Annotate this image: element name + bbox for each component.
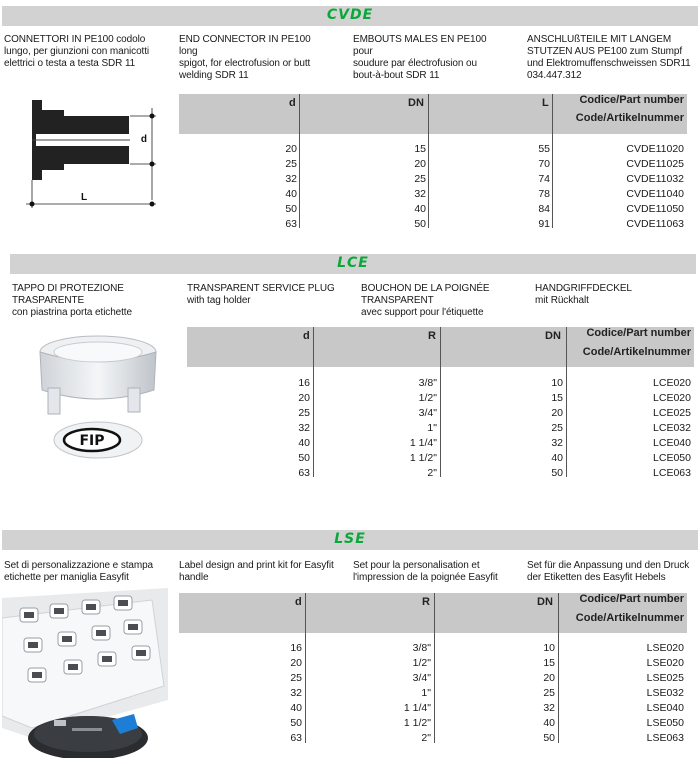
description-fr <box>353 560 525 584</box>
column-dn <box>510 376 563 481</box>
column-r <box>370 376 437 481</box>
desc-line: welding SDR 11 <box>179 70 249 81</box>
desc-line: CONNETTORI IN PE100 codolo <box>4 34 146 45</box>
cell: 1 1/4" <box>403 702 431 714</box>
cell: 20 <box>285 143 297 155</box>
desc-line: TRANSPARENT <box>361 295 434 306</box>
cell: 1" <box>421 687 431 699</box>
section-bar-cvde <box>2 6 698 26</box>
desc-line: HANDGRIFFDECKEL <box>535 283 632 294</box>
cell: LCE025 <box>653 407 691 419</box>
cell: 63 <box>298 467 310 479</box>
header-d: d <box>295 596 302 608</box>
desc-line: etichette per maniglia Easyfit <box>4 572 129 583</box>
cell: 40 <box>298 437 310 449</box>
cell: 78 <box>538 188 550 200</box>
cell: 63 <box>290 732 302 744</box>
column-d <box>240 142 297 232</box>
header-l: L <box>542 97 549 109</box>
cell: 50 <box>285 203 297 215</box>
cell: 32 <box>414 188 426 200</box>
cell: 20 <box>290 657 302 669</box>
cell: 25 <box>298 407 310 419</box>
cell: 25 <box>285 158 297 170</box>
desc-line: elettrici o testa a testa SDR 11 <box>4 58 136 69</box>
cell: 15 <box>414 143 426 155</box>
cell: 20 <box>298 392 310 404</box>
description-fr <box>361 283 511 319</box>
cell: 3/4" <box>412 672 431 684</box>
label-kit-image <box>2 588 168 758</box>
desc-line: 034.447.312 <box>527 70 582 81</box>
column-l <box>500 142 550 232</box>
cell: 91 <box>538 218 550 230</box>
column-d <box>250 376 310 481</box>
cell: 16 <box>290 642 302 654</box>
cell: 25 <box>543 687 555 699</box>
cell: 1/2" <box>418 392 437 404</box>
desc-line: Set pour la personalisation et <box>353 560 480 571</box>
cell: 50 <box>298 452 310 464</box>
description-it <box>4 560 176 584</box>
header-r: R <box>422 596 430 608</box>
desc-line: handle <box>179 572 209 583</box>
column-d <box>242 641 302 746</box>
column-code <box>600 376 691 481</box>
cell: LCE063 <box>653 467 691 479</box>
desc-line: soudure par électrofusion ou <box>353 58 477 69</box>
cell: LCE050 <box>653 452 691 464</box>
cell: 25 <box>551 422 563 434</box>
cell: 40 <box>285 188 297 200</box>
cell: LSE040 <box>646 702 684 714</box>
column-divider <box>566 327 567 477</box>
cell: CVDE11025 <box>626 158 684 170</box>
description-en <box>187 283 337 307</box>
description-de <box>527 34 699 82</box>
cell: 3/8" <box>412 642 431 654</box>
cell: 84 <box>538 203 550 215</box>
desc-line: Set für die Anpassung und den Druck <box>527 560 690 571</box>
header-article-number: Code/Artikelnummer <box>575 612 684 624</box>
cell: 1 1/4" <box>409 437 437 449</box>
section-code: LCE <box>337 255 369 271</box>
desc-line: der Etiketten des Easyfit Hebels <box>527 572 666 583</box>
cell: CVDE11020 <box>626 143 684 155</box>
desc-line: STUTZEN AUS PE100 zum Stumpf <box>527 46 683 57</box>
dimension-label-l: L <box>80 192 88 203</box>
desc-line: END CONNECTOR IN PE100 long <box>179 34 311 57</box>
cell: 20 <box>551 407 563 419</box>
cell: 16 <box>298 377 310 389</box>
cell: 40 <box>290 702 302 714</box>
cell: 2" <box>421 732 431 744</box>
section-bar-lce <box>10 254 696 274</box>
header-part-number: Codice/Part number <box>579 94 684 106</box>
header-part-number: Codice/Part number <box>586 327 691 339</box>
cell: LCE032 <box>653 422 691 434</box>
column-divider <box>305 593 306 743</box>
header-d: d <box>289 97 296 109</box>
desc-line: bout-à-bout SDR 11 <box>353 70 440 81</box>
dimension-label-d: d <box>140 134 147 145</box>
cell: LCE020 <box>653 392 691 404</box>
desc-line: TAPPO DI PROTEZIONE <box>12 283 124 294</box>
cell: 32 <box>298 422 310 434</box>
cell: 55 <box>538 143 550 155</box>
desc-line: mit Rückhalt <box>535 295 589 306</box>
column-divider <box>558 593 559 743</box>
section-code: LSE <box>334 531 366 547</box>
desc-line: TRASPARENTE <box>12 295 85 306</box>
cell: 40 <box>414 203 426 215</box>
desc-line: Label design and print kit for Easyfit <box>179 560 334 571</box>
cell: 63 <box>285 218 297 230</box>
cell: 25 <box>414 173 426 185</box>
cell: CVDE11063 <box>626 218 684 230</box>
description-fr <box>353 34 503 82</box>
column-r <box>364 641 431 746</box>
cell: 40 <box>551 452 563 464</box>
header-dn: DN <box>545 330 561 342</box>
desc-line: TRANSPARENT SERVICE PLUG <box>187 283 335 294</box>
cell: 1 1/2" <box>409 452 437 464</box>
cell: CVDE11050 <box>626 203 684 215</box>
cell: 3/4" <box>418 407 437 419</box>
header-dn: DN <box>537 596 553 608</box>
plug-logo-text: FIP <box>79 433 105 449</box>
cell: CVDE11040 <box>626 188 684 200</box>
desc-line: lungo, per giunzioni con manicotti <box>4 46 150 57</box>
header-dn: DN <box>408 97 424 109</box>
cell: 20 <box>414 158 426 170</box>
description-en <box>179 560 351 584</box>
cell: 15 <box>551 392 563 404</box>
desc-line: Set di personalizzazione e stampa <box>4 560 154 571</box>
column-code <box>592 641 684 746</box>
cell: 32 <box>290 687 302 699</box>
cell: 70 <box>538 158 550 170</box>
description-it <box>4 34 174 70</box>
column-dn <box>502 641 555 746</box>
desc-line: with tag holder <box>187 295 251 306</box>
cell: 25 <box>290 672 302 684</box>
desc-line: EMBOUTS MALES EN PE100 pour <box>353 34 487 57</box>
cell: 15 <box>543 657 555 669</box>
column-divider <box>313 327 314 477</box>
cell: 1" <box>427 422 437 434</box>
desc-line: und Elektromuffenschweissen SDR11 <box>527 58 691 69</box>
cell: 50 <box>543 732 555 744</box>
cell: 74 <box>538 173 550 185</box>
column-dn <box>370 142 426 232</box>
cell: LSE050 <box>646 717 684 729</box>
description-en <box>179 34 329 82</box>
cell: 32 <box>285 173 297 185</box>
section-bar-lse <box>2 530 698 550</box>
cell: LCE040 <box>653 437 691 449</box>
cell: 40 <box>543 717 555 729</box>
section-code: CVDE <box>326 7 374 23</box>
column-divider <box>434 593 435 743</box>
cell: 1/2" <box>412 657 431 669</box>
desc-line: spigot, for electrofusion or butt <box>179 58 311 69</box>
service-plug-image <box>28 332 168 462</box>
header-article-number: Code/Artikelnummer <box>575 112 684 124</box>
desc-line: con piastrina porta etichette <box>12 307 132 318</box>
cell: 10 <box>543 642 555 654</box>
cell: LSE063 <box>646 732 684 744</box>
column-divider <box>440 327 441 477</box>
cell: LCE020 <box>653 377 691 389</box>
description-de <box>535 283 685 307</box>
column-divider <box>299 94 300 228</box>
description-de <box>527 560 699 584</box>
cell: LSE032 <box>646 687 684 699</box>
cell: 50 <box>290 717 302 729</box>
header-d: d <box>303 330 310 342</box>
cell: 50 <box>414 218 426 230</box>
desc-line: l'impression de la poignée Easyfit <box>353 572 498 583</box>
desc-line: BOUCHON DE LA POIGNÉE <box>361 283 490 294</box>
header-part-number: Codice/Part number <box>579 593 684 605</box>
description-it <box>12 283 182 319</box>
desc-line: ANSCHLUßTEILE MIT LANGEM <box>527 34 672 45</box>
cell: LSE025 <box>646 672 684 684</box>
cell: 10 <box>551 377 563 389</box>
cell: 2" <box>427 467 437 479</box>
cell: 3/8" <box>418 377 437 389</box>
cell: 20 <box>543 672 555 684</box>
column-code <box>580 142 684 232</box>
header-r: R <box>428 330 436 342</box>
cell: 50 <box>551 467 563 479</box>
cell: CVDE11032 <box>626 173 684 185</box>
end-connector-drawing <box>22 94 172 212</box>
cell: 32 <box>551 437 563 449</box>
cell: 32 <box>543 702 555 714</box>
cell: LSE020 <box>646 642 684 654</box>
header-article-number: Code/Artikelnummer <box>582 346 691 358</box>
cell: LSE020 <box>646 657 684 669</box>
cell: 1 1/2" <box>403 717 431 729</box>
desc-line: avec support pour l'étiquette <box>361 307 484 318</box>
column-divider <box>552 94 553 228</box>
column-divider <box>428 94 429 228</box>
